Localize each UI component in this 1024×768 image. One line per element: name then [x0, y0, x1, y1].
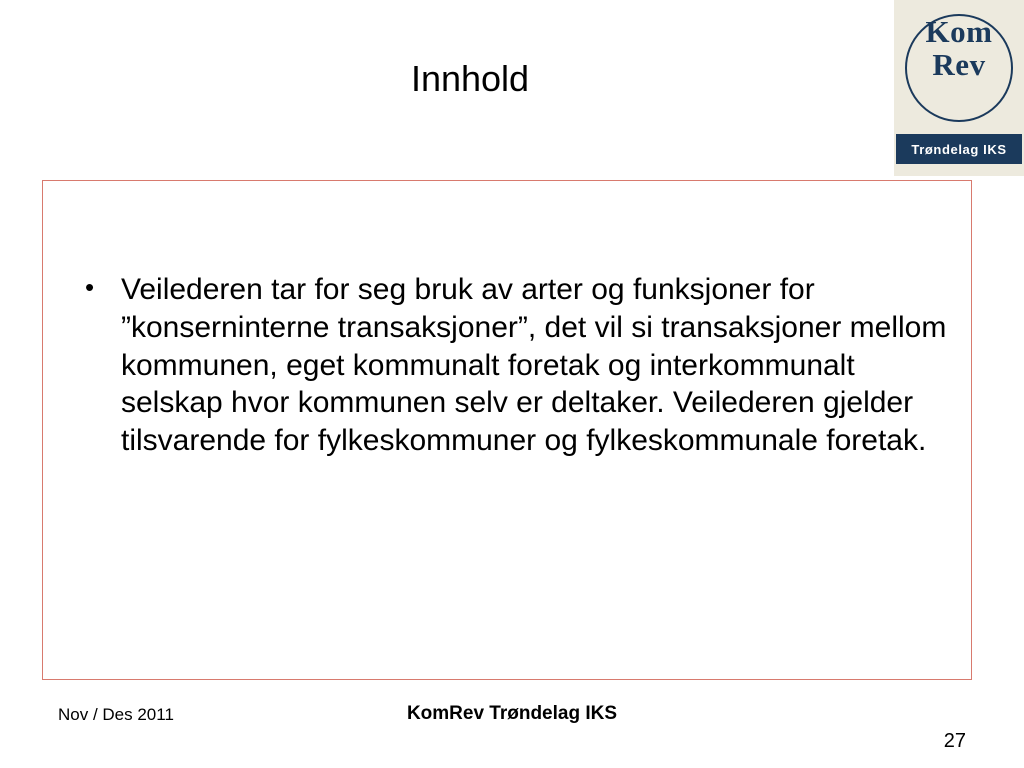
- list-item-text: Veilederen tar for seg bruk av arter og funksjoner for ”konserninterne transaksjoner”, det vil si transaksjoner mellom kommunen, eget kommunalt foretak og interkommunalt selskap hvor kommunen selv er deltaker. Veilederen gjelder tilsvarende for fylkeskommuner og fylkeskommunale foretak.: [121, 273, 947, 458]
- logo-line1: Kom: [925, 14, 993, 49]
- page-number: 27: [943, 730, 966, 752]
- logo-wordmark: [894, 16, 1024, 81]
- komrev-logo: [894, 0, 1024, 176]
- page-title: Innhold: [410, 58, 530, 99]
- footer-organization: KomRev Trøndelag IKS: [406, 703, 618, 724]
- logo-line2: Rev: [932, 46, 986, 82]
- content-box: [42, 180, 972, 680]
- footer-date: Nov / Des 2011: [58, 705, 174, 724]
- bullet-list: [63, 271, 953, 460]
- list-item: [63, 271, 953, 460]
- bullet-marker-icon: •: [85, 272, 95, 302]
- logo-subtitle-bar: Trøndelag IKS: [896, 134, 1022, 164]
